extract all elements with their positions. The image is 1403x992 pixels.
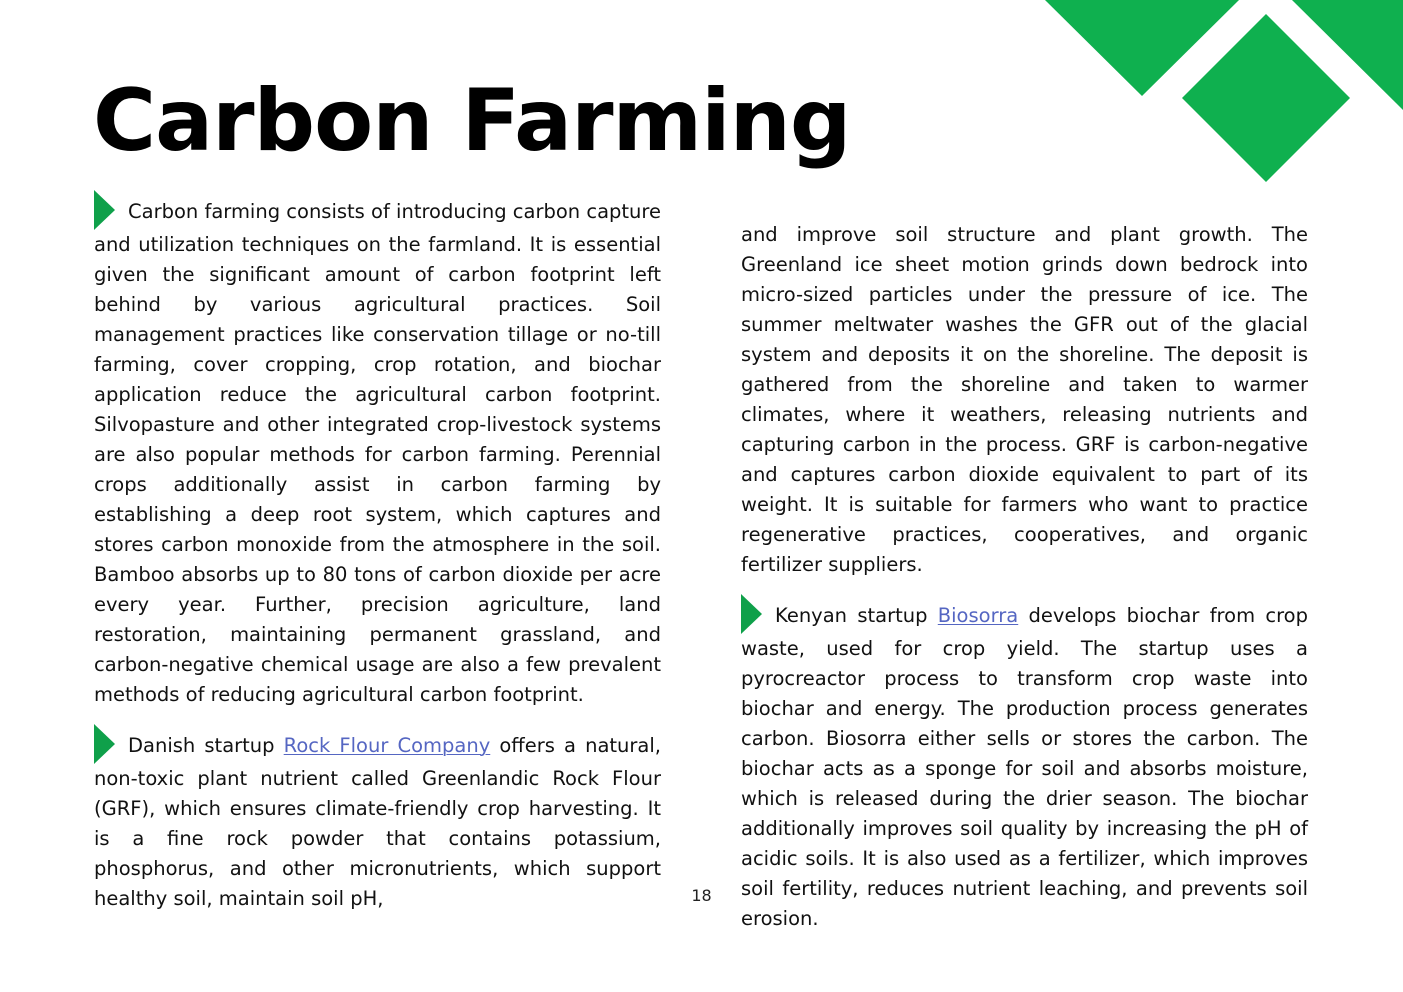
biosorra-link[interactable]: Biosorra	[937, 604, 1019, 627]
triangle-bullet-icon	[94, 724, 115, 764]
paragraph-biosorra	[741, 594, 1308, 934]
diamond-shape-right	[1292, 0, 1403, 110]
paragraph-text: Kenyan startup	[775, 604, 938, 627]
paragraph-text: Carbon farming consists of introducing carbon capture and utilization techniques on the farmland. It is essential given the significant amount of carbon footprint left behind by various agricultural practices. Soil management practices like conservation tillage or no-till farming, cover cropping, crop rotation, and biochar application reduce the agricultural carbon footprint. Silvopasture and other integrated crop-livestock systems are also popular methods for carbon farming. Perennial crops additionally assist in carbon farming by establishing a deep root system, which captures and stores carbon monoxide from the atmosphere in the soil. Bamboo absorbs up to 80 tons of carbon dioxide per acre every year. Further, precision agriculture, land restoration, maintaining permanent grassland, and carbon-negative chemical usage are also a few prevalent methods of reducing agricultural carbon footprint.	[94, 200, 661, 706]
diamond-shape-left	[1045, 0, 1239, 96]
page-number: 18	[691, 886, 712, 905]
paragraph-text: and improve soil structure and plant growth. The Greenland ice sheet motion grinds down bedrock into micro-sized particles under the pressure of ice. The summer meltwater washes the GFR out of the glacial system and deposits it on the shoreline. The deposit is gathered from the shoreline and taken to warmer climates, where it weathers, releasing nutrients and capturing carbon in the process. GRF is carbon-negative and captures carbon dioxide equivalent to part of its weight. It is suitable for farmers who want to practice regenerative practices, cooperatives, and organic fertilizer suppliers.	[741, 223, 1308, 576]
rock-flour-company-link[interactable]: Rock Flour Company	[283, 734, 491, 757]
diamond-shape-center	[1182, 14, 1350, 182]
triangle-bullet-icon	[94, 190, 115, 230]
page-title: Carbon Farming	[93, 71, 851, 171]
paragraph-carbon-farming	[94, 190, 661, 710]
left-column	[94, 190, 661, 928]
right-column	[741, 220, 1308, 948]
paragraph-text: offers a natural, non-toxic plant nutrient called Greenlandic Rock Flour (GRF), which ensures climate-friendly crop harvesting. It is a fine rock powder that contains potassium, phosphorus, and other micronutrients, which support healthy soil, maintain soil pH,	[94, 734, 662, 910]
paragraph-text: develops biochar from crop waste, used for crop yield. The startup uses a pyrocreactor process to transform crop waste into biochar and energy. The production process generates carbon. Biosorra either sells or stores the carbon. The biochar acts as a sponge for soil and absorbs moisture, which is released during the drier season. The biochar additionally improves soil quality by increasing the pH of acidic soils. It is also used as a fertilizer, which improves soil fertility, reduces nutrient leaching, and prevents soil erosion.	[741, 604, 1308, 930]
paragraph-text: Danish startup	[128, 734, 284, 757]
paragraph-grf-continued	[741, 220, 1308, 580]
triangle-bullet-icon	[741, 594, 762, 634]
